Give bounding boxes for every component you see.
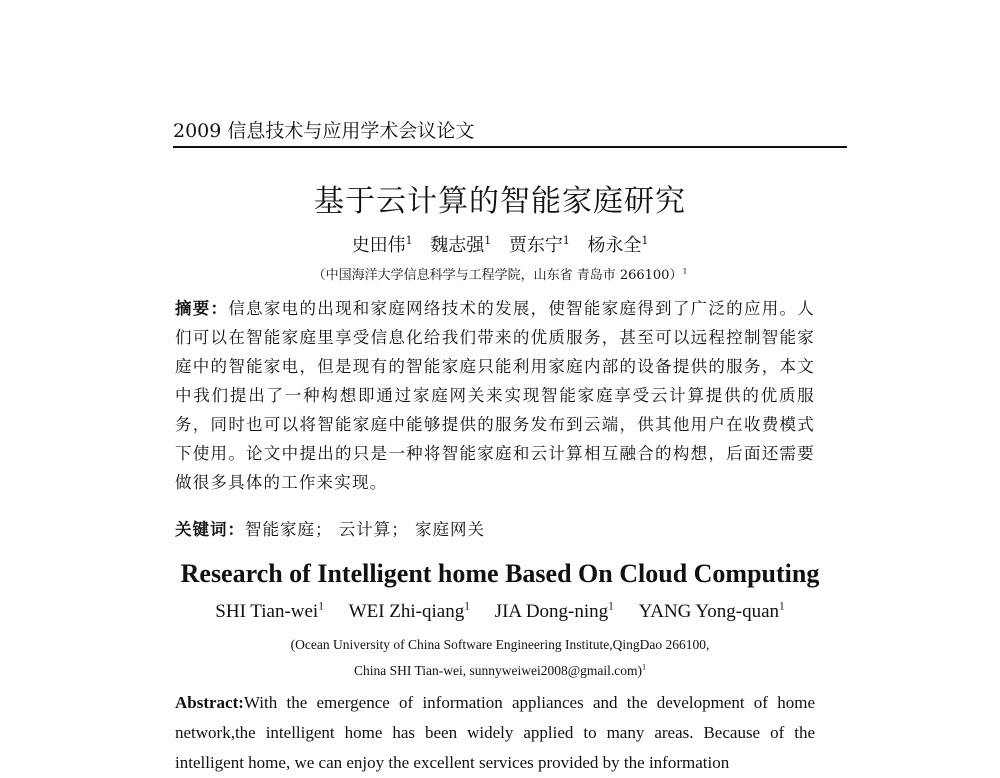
paper-title-en: Research of Intelligent home Based On Cloud Computing <box>180 559 820 588</box>
authors-en <box>0 598 1000 626</box>
keywords-cn-text: 智能家庭； 云计算； 家庭网关 <box>245 520 485 539</box>
abstract-en-label: Abstract: <box>175 693 244 712</box>
author-cn-3: 贾东宁$^1$ <box>508 234 570 256</box>
author-en-4: YANG Yong-quan$^1$ <box>638 600 785 622</box>
affiliation-cn: （中国海洋大学信息科学与工程学院，山东省 青岛市 266100）$^1$ <box>312 266 688 283</box>
abstract-en-text: With the emergence of information appliances and the development of home network,the intelligent home has been widely applied to many areas. Because of the intelligent home, we can enjoy the excellent services provided by the information <box>175 693 815 772</box>
running-header: 2009 信息技术与应用学术会议论文 <box>173 118 847 148</box>
affiliation-en-line2: China SHI Tian-wei, sunnyweiwei2008@gmail.com)$^1$ <box>353 662 647 678</box>
author-cn-4: 杨永全$^1$ <box>587 234 649 256</box>
abstract-cn-text: 信息家电的出现和家庭网络技术的发展，使智能家庭得到了广泛的应用。人们可以在智能家庭里享受信息化给我们带来的优质服务，甚至可以远程控制智能家庭中的智能家电，但是现有的智能家庭只能利用家庭内部的设备提供的服务，本文中我们提出了一种构想即通过家庭网关来实现智能家庭享受云计算提供的优质服务，同时也可以将智能家庭中能够提供的服务发布到云端，供其他用户在收费模式下使用。论文中提出的只是一种将智能家庭和云计算相互融合的构想，后面还需要做很多具体的工作来实现。 <box>175 299 815 492</box>
author-en-1: SHI Tian-wei$^1$ <box>215 600 324 622</box>
keywords-cn-label: 关键词： <box>175 520 245 539</box>
paper-title-cn: 基于云计算的智能家庭研究 <box>314 184 686 219</box>
affiliation-en-line1: (Ocean University of China Software Engineering Institute,QingDao 266100, <box>290 637 710 652</box>
author-cn-2: 魏志强$^1$ <box>430 234 492 256</box>
author-en-2: WEI Zhi-qiang$^1$ <box>348 600 470 622</box>
authors-cn <box>0 232 1000 260</box>
abstract-en <box>175 688 815 778</box>
author-cn-1: 史田伟$^1$ <box>351 234 413 256</box>
affiliation-en <box>0 632 1000 684</box>
abstract-cn-label: 摘要： <box>175 299 229 318</box>
keywords-cn <box>175 516 815 544</box>
abstract-cn <box>175 294 815 497</box>
author-en-3: JIA Dong-ning$^1$ <box>494 600 614 622</box>
